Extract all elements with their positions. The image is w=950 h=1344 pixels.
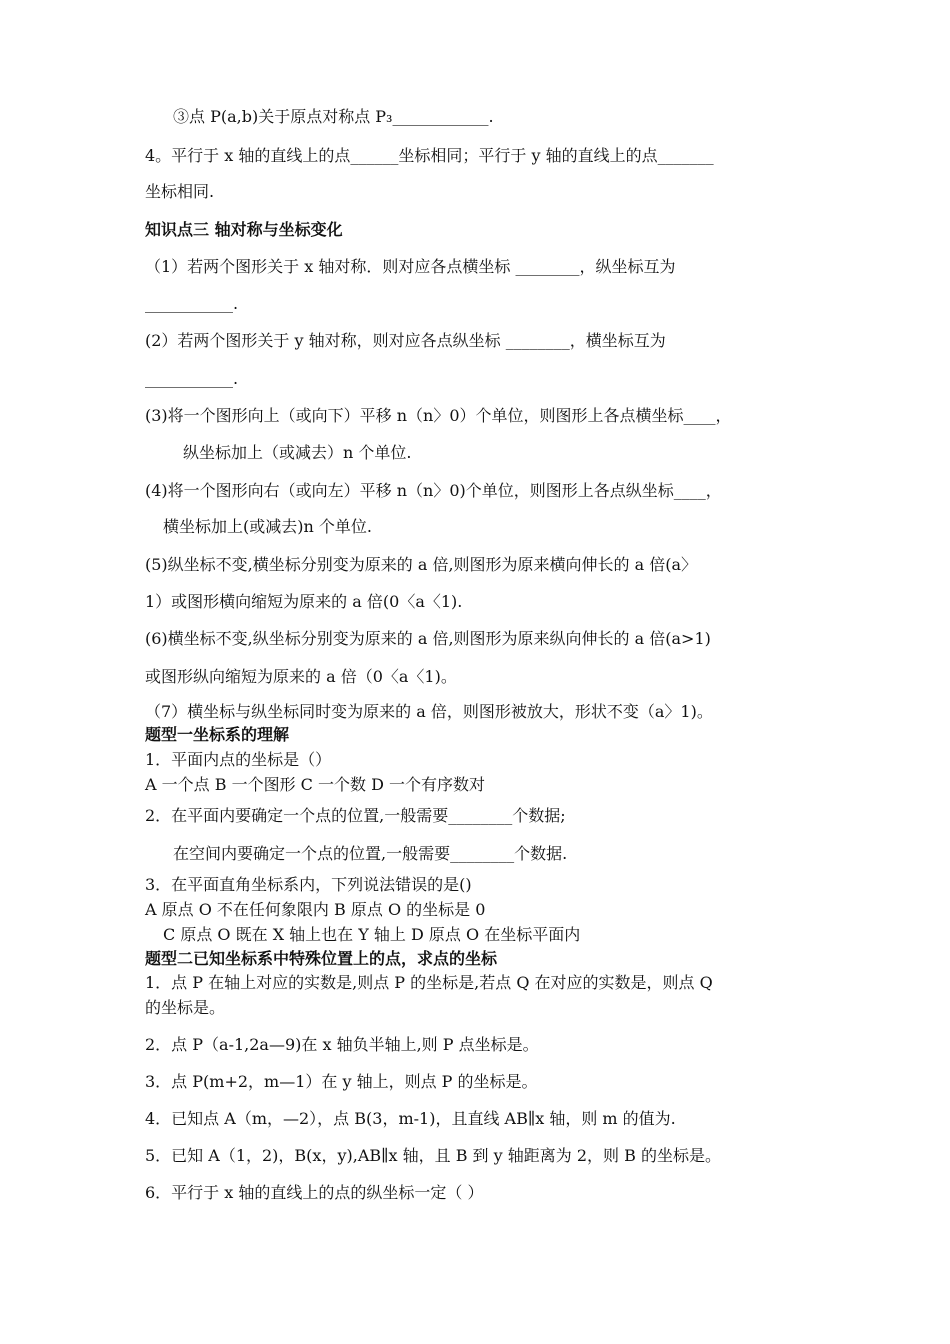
text-line: 横坐标加上(或减去)n 个单位. bbox=[163, 517, 372, 536]
text-line: （7）横坐标与纵坐标同时变为原来的 a 倍，则图形被放大，形状不变（a〉1)。 bbox=[145, 702, 713, 721]
question-line: 5．已知 A（1，2)，B(x，y),AB∥x 轴，且 B 到 y 轴距离为 2，则 B 的坐标是。 bbox=[145, 1146, 721, 1165]
text-line: 4。平行于 x 轴的直线上的点______坐标相同；平行于 y 轴的直线上的点_______ bbox=[145, 146, 714, 165]
options-line: A 原点 O 不在任何象限内 B 原点 O 的坐标是 0 bbox=[145, 900, 486, 919]
text-line: （1）若两个图形关于 x 轴对称．则对应各点横坐标 ________，纵坐标互为 bbox=[145, 257, 676, 276]
text-line: (6)横坐标不变,纵坐标分别变为原来的 a 倍,则图形为原来纵向伸长的 a 倍(a>1) bbox=[145, 629, 711, 648]
section-heading: 题型二已知坐标系中特殊位置上的点，求点的坐标 bbox=[145, 949, 498, 968]
question-line: 1．点 P 在轴上对应的实数是,则点 P 的坐标是,若点 Q 在对应的实数是，则点 Q bbox=[145, 973, 713, 992]
text-line: 1）或图形横向缩短为原来的 a 倍(0〈a〈1). bbox=[145, 592, 463, 611]
section-heading: 知识点三 轴对称与坐标变化 bbox=[145, 220, 343, 239]
text-line: (4)将一个图形向右（或向左）平移 n（n〉0)个单位，则图形上各点纵坐标____， bbox=[145, 481, 722, 500]
section-heading: 题型一坐标系的理解 bbox=[145, 725, 290, 744]
question-line: 1．平面内点的坐标是（） bbox=[145, 750, 332, 769]
text-line: 纵坐标加上（或减去）n 个单位. bbox=[183, 443, 412, 462]
options-line: A 一个点 B 一个图形 C 一个数 D 一个有序数对 bbox=[145, 775, 485, 794]
question-line: 3．点 P(m+2，m—1）在 y 轴上，则点 P 的坐标是。 bbox=[145, 1072, 538, 1091]
text-line: (3)将一个图形向上（或向下）平移 n（n〉0）个单位，则图形上各点横坐标____， bbox=[145, 406, 732, 425]
question-line: 4．已知点 A（m，—2），点 B(3，m-1)，且直线 AB∥x 轴，则 m 的值为. bbox=[145, 1109, 676, 1128]
text-line: ③点 P(a,b)关于原点对称点 P₃____________. bbox=[173, 107, 494, 126]
text-line: (2）若两个图形关于 y 轴对称，则对应各点纵坐标 ________，横坐标互为 bbox=[145, 331, 666, 350]
text-line: (5)纵坐标不变,横坐标分别变为原来的 a 倍,则图形为原来横向伸长的 a 倍(a〉 bbox=[145, 555, 698, 574]
question-line: 的坐标是。 bbox=[145, 998, 226, 1017]
question-line: 6．平行于 x 轴的直线上的点的纵坐标一定（ ） bbox=[145, 1183, 484, 1202]
question-line: 在空间内要确定一个点的位置,一般需要________个数据. bbox=[173, 844, 568, 863]
text-line: 坐标相同. bbox=[145, 182, 215, 201]
text-line: ___________. bbox=[145, 294, 239, 313]
text-line: ___________. bbox=[145, 369, 239, 388]
options-line: C 原点 O 既在 X 轴上也在 Y 轴上 D 原点 O 在坐标平面内 bbox=[163, 925, 581, 944]
question-line: 3．在平面直角坐标系内，下列说法错误的是() bbox=[145, 875, 472, 894]
question-line: 2．点 P（a-1,2a—9)在 x 轴负半轴上,则 P 点坐标是。 bbox=[145, 1035, 539, 1054]
question-line: 2．在平面内要确定一个点的位置,一般需要________个数据; bbox=[145, 806, 566, 825]
text-line: 或图形纵向缩短为原来的 a 倍（0〈a〈1)。 bbox=[145, 667, 457, 686]
